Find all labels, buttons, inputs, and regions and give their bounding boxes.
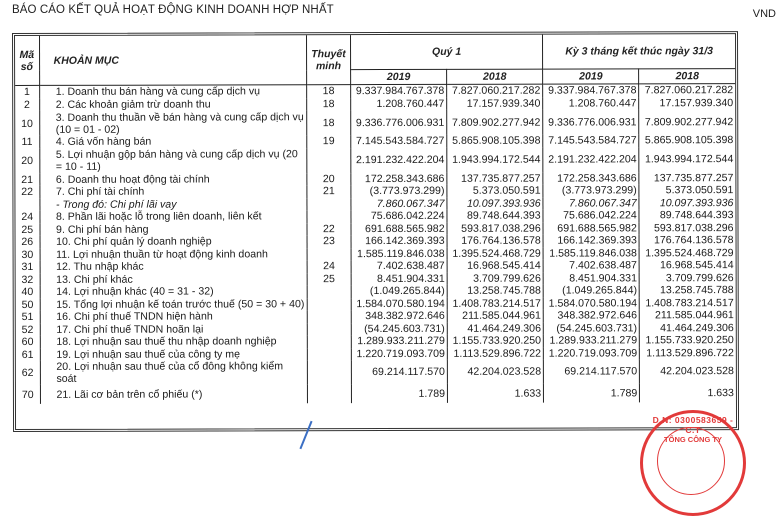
- value-q1-2019: 9.336.776.006.931: [351, 110, 447, 135]
- row-code: 52: [16, 323, 40, 336]
- row-note: 18: [307, 110, 351, 135]
- row-code: 60: [16, 336, 40, 349]
- row-code: 25: [15, 223, 39, 236]
- row-item-label: 7. Chi phí tài chính: [39, 185, 306, 198]
- company-seal-stamp: [640, 410, 746, 516]
- value-q1-2019: 1.208.760.447: [351, 97, 447, 110]
- value-q1-2019: 1.289.933.211.279: [351, 335, 447, 348]
- row-item-label: 18. Lợi nhuận sau thuế thu nhập doanh nghiệp: [40, 335, 307, 348]
- value-q1-2019: 1.585.119.846.038: [351, 247, 447, 260]
- row-note: [307, 384, 351, 403]
- value-q1-2018: 1.113.529.896.722: [447, 347, 543, 360]
- row-item-label: 11. Lợi nhuận thuần từ hoạt động kinh doanh: [40, 248, 307, 261]
- row-code: 51: [16, 311, 40, 324]
- row-item-label: 21. Lãi cơ bản trên cổ phiếu (*): [40, 384, 307, 404]
- value-k3-2019: 1.208.760.447: [543, 97, 639, 110]
- row-note: [307, 248, 351, 261]
- value-q1-2018: 211.585.044.961: [447, 310, 543, 323]
- row-item-label: 8. Phần lãi hoặc lỗ trong liên doanh, liên kết: [39, 210, 306, 223]
- row-item-label: 9. Chi phí bán hàng: [40, 223, 307, 236]
- row-note: 21: [307, 185, 351, 198]
- row-code: 20: [15, 148, 39, 173]
- row-note: [307, 348, 351, 361]
- value-k3-2018: 89.748.644.393: [659, 209, 734, 222]
- row-code: 1: [15, 85, 39, 98]
- value-q1-2018: 137.735.877.257: [447, 172, 543, 185]
- row-item-label: 12. Thu nhập khác: [40, 260, 307, 273]
- row-note: 23: [307, 235, 351, 248]
- row-item-label: 17. Chi phí thuế TNDN hoãn lại: [40, 323, 307, 336]
- table-row: [16, 334, 736, 348]
- value-k3-2019: 75.686.042.224: [543, 209, 639, 222]
- value-q1-2018: 5.373.050.591: [447, 185, 543, 198]
- header-group-ky3thang: Kỳ 3 tháng kết thúc ngày 31/3: [543, 34, 735, 69]
- value-k3-2019: 1.789: [544, 383, 640, 402]
- value-q1-2019: 1.220.719.093.709: [351, 347, 447, 360]
- row-note: [307, 310, 351, 323]
- value-k3-2019: 7.402.638.487: [543, 259, 639, 272]
- table-row: [16, 359, 736, 385]
- row-note: [307, 335, 351, 348]
- row-item-label: 16. Chi phí thuế TNDN hiện hành: [40, 310, 307, 323]
- value-q1-2018: 13.258.745.788: [447, 285, 543, 298]
- row-code: 2: [15, 98, 39, 111]
- table-body: [15, 84, 736, 404]
- value-q1-2018: 41.464.249.306: [447, 322, 543, 335]
- value-q1-2019: 7.402.638.487: [351, 260, 447, 273]
- value-q1-2019: 1.584.070.580.194: [351, 297, 447, 310]
- row-code: 32: [16, 273, 40, 286]
- value-q1-2018: 17.157.939.340: [447, 97, 543, 110]
- value-q1-2018: 7.809.902.277.942: [447, 110, 543, 135]
- value-k3-2019: 172.258.343.686: [543, 172, 639, 185]
- table-row: [16, 284, 736, 298]
- value-q1-2018: 5.865.908.105.398: [447, 135, 543, 148]
- value-k3-2019: 2.191.232.422.204: [543, 147, 639, 172]
- row-note: 18: [307, 98, 351, 111]
- value-q1-2018: 1.408.783.214.517: [447, 297, 543, 310]
- value-k3-2018: 41.464.249.306: [660, 321, 734, 335]
- value-k3-2018: 13.258.745.788: [660, 284, 734, 297]
- row-code: 62: [16, 361, 40, 385]
- value-k3-2019: 691.688.565.982: [543, 222, 639, 235]
- value-q1-2019: 69.214.117.570: [351, 360, 447, 384]
- value-q1-2019: 8.451.904.331: [351, 272, 447, 285]
- value-q1-2018: 1.155.733.920.250: [447, 335, 543, 348]
- value-k3-2019: (54.245.603.731): [543, 322, 639, 335]
- value-q1-2019: 75.686.042.224: [351, 210, 447, 223]
- value-k3-2019: 348.382.972.646: [543, 309, 639, 322]
- row-item-label: 15. Tổng lợi nhuận kế toán trước thuế (50 = 30 + 40): [40, 298, 307, 311]
- header-year-k3-2018: 2018: [639, 69, 735, 84]
- value-q1-2019: 172.258.343.686: [351, 172, 447, 185]
- value-q1-2019: (1.049.265.844): [351, 285, 447, 298]
- row-code: 50: [16, 298, 40, 311]
- value-k3-2018: 42.204.023.528: [660, 365, 734, 378]
- value-q1-2019: 2.191.232.422.204: [351, 147, 447, 172]
- row-code: 40: [16, 286, 40, 299]
- value-k3-2018: 10.097.393.936: [659, 196, 734, 210]
- value-q1-2019: 1.789: [351, 384, 447, 403]
- row-item-label: 1. Doanh thu bán hàng và cung cấp dịch vụ: [39, 85, 306, 99]
- header-khoan-muc: KHOẢN MỤC: [39, 35, 306, 85]
- row-note: 19: [307, 135, 351, 148]
- row-note: [307, 285, 351, 298]
- value-q1-2018: 1.943.994.172.544: [447, 147, 543, 172]
- stamp-code: D.N: 0300583659 - C.T: [652, 415, 734, 435]
- currency-label: VND: [752, 8, 776, 20]
- value-q1-2018: 1.633: [447, 384, 543, 403]
- row-code: 61: [16, 348, 40, 361]
- value-k3-2018: 3.709.799.626: [665, 271, 734, 285]
- row-item-label: 10. Chi phí quản lý doanh nghiệp: [40, 235, 307, 248]
- value-q1-2018: 7.827.060.217.282: [447, 84, 543, 97]
- row-item-label: 4. Giá vốn hàng bán: [39, 135, 306, 148]
- row-note: 22: [307, 223, 351, 236]
- row-item-label: 6. Doanh thu hoạt động tài chính: [39, 173, 306, 186]
- value-k3-2019: 1.584.070.580.194: [543, 297, 639, 310]
- row-code: 31: [16, 261, 40, 274]
- header-year-k3-2019: 2019: [543, 69, 639, 84]
- header-thuyet-minh: Thuyết minh: [306, 35, 350, 85]
- table-row: [16, 383, 736, 404]
- row-note: [307, 210, 351, 223]
- row-code: 24: [15, 211, 39, 224]
- value-k3-2018: 17.157.939.340: [659, 96, 734, 110]
- table-row: [16, 234, 736, 248]
- value-q1-2018: 176.764.136.578: [447, 235, 543, 248]
- row-note: [307, 360, 351, 384]
- value-q1-2018: 10.097.393.936: [447, 197, 543, 210]
- header-year-q1-2019: 2019: [351, 69, 447, 84]
- value-k3-2018: 1.113.529.896.722: [646, 346, 734, 360]
- value-k3-2018: 5.865.908.105.398: [644, 134, 734, 147]
- value-q1-2019: 7.860.067.347: [351, 197, 447, 210]
- row-code: 30: [16, 248, 40, 261]
- value-q1-2018: 42.204.023.528: [447, 360, 543, 384]
- row-item-label: 5. Lợi nhuận gộp bán hàng và cung cấp dịch vụ (20 = 10 - 11): [39, 148, 306, 174]
- row-code: 22: [15, 186, 39, 199]
- value-q1-2018: 89.748.644.393: [447, 210, 543, 223]
- value-k3-2018: 593.817.038.296: [653, 221, 734, 235]
- row-code: 26: [16, 236, 40, 249]
- header-year-q1-2018: 2018: [447, 69, 543, 84]
- value-k3-2019: 7.145.543.584.727: [543, 134, 639, 147]
- value-k3-2019: 9.337.984.767.378: [543, 84, 639, 97]
- value-k3-2018: 16.968.545.414: [659, 259, 734, 272]
- value-k3-2018: 7.809.902.277.942: [644, 115, 734, 128]
- value-k3-2019: 166.142.369.393: [543, 234, 639, 247]
- report-title: BÁO CÁO KẾT QUẢ HOẠT ĐỘNG KINH DOANH HỢP NHẤT: [12, 4, 334, 16]
- row-note: [307, 198, 351, 211]
- value-k3-2019: 1.220.719.093.709: [544, 347, 640, 360]
- value-q1-2018: 3.709.799.626: [447, 272, 543, 285]
- income-statement-table: [15, 34, 736, 404]
- value-k3-2018: 1.943.994.172.544: [644, 153, 734, 166]
- value-q1-2019: (54.245.603.731): [351, 322, 447, 335]
- table-row: [16, 259, 736, 273]
- stamp-company-name: TỔNG CÔNG TY: [664, 435, 722, 444]
- row-note: 25: [307, 273, 351, 286]
- row-item-label: 2. Các khoản giảm trừ doanh thu: [39, 98, 306, 111]
- value-k3-2018: 1.395.524.468.729: [645, 246, 734, 260]
- row-item-label: - Trong đó: Chi phí lãi vay: [39, 198, 306, 211]
- row-code: 11: [15, 136, 39, 149]
- header-ma-so: Mã số: [15, 36, 39, 86]
- value-k3-2019: 69.214.117.570: [544, 359, 640, 383]
- value-k3-2019: (1.049.265.844): [543, 284, 639, 297]
- value-k3-2018: 211.585.044.961: [654, 309, 734, 322]
- value-k3-2018: 5.373.050.591: [665, 184, 734, 197]
- value-q1-2018: 16.968.545.414: [447, 260, 543, 273]
- row-note: [307, 323, 351, 336]
- value-k3-2018: 137.735.877.257: [653, 171, 734, 185]
- table-row: [16, 347, 736, 361]
- value-q1-2018: 593.817.038.296: [447, 222, 543, 235]
- value-k3-2019: 1.289.933.211.279: [543, 334, 639, 347]
- value-k3-2018: 176.764.136.578: [653, 234, 734, 247]
- row-note: 20: [307, 173, 351, 186]
- table-row: [15, 109, 735, 136]
- value-q1-2019: 691.688.565.982: [351, 222, 447, 235]
- table-row: [15, 184, 735, 198]
- value-q1-2018: 1.395.524.468.729: [447, 247, 543, 260]
- value-q1-2019: 166.142.369.393: [351, 235, 447, 248]
- row-note: [307, 148, 351, 173]
- row-item-label: 19. Lợi nhuận sau thuế của công ty mẹ: [40, 348, 307, 361]
- header-group-quy1: Quý 1: [350, 35, 542, 70]
- table-row: [15, 209, 735, 223]
- row-code: 10: [15, 111, 39, 136]
- value-q1-2019: 9.337.984.767.378: [351, 84, 447, 97]
- row-code: 70: [16, 385, 40, 404]
- value-k3-2019: 7.860.067.347: [543, 197, 639, 210]
- value-k3-2019: 1.585.119.846.038: [543, 247, 639, 260]
- table-row: [15, 134, 735, 148]
- value-k3-2019: 8.451.904.331: [543, 272, 639, 285]
- row-note: 18: [307, 85, 351, 98]
- value-k3-2018: 1.155.733.920.250: [645, 334, 734, 347]
- value-q1-2019: (3.773.973.299): [351, 185, 447, 198]
- value-k3-2018: 7.827.060.217.282: [644, 84, 734, 97]
- row-note: 24: [307, 260, 351, 273]
- table-row: [15, 147, 735, 174]
- income-statement-table-frame: [12, 31, 739, 432]
- row-code: 21: [15, 173, 39, 186]
- value-k3-2019: 9.336.776.006.931: [543, 109, 639, 134]
- row-item-label: 3. Doanh thu thuần về bán hàng và cung cấp dịch vụ (10 = 01 - 02): [39, 110, 306, 136]
- table-row: [15, 84, 735, 99]
- row-item-label: 20. Lợi nhuận sau thuế của cổ đông không kiểm soát: [40, 360, 307, 385]
- value-k3-2019: (3.773.973.299): [543, 184, 639, 197]
- value-q1-2019: 7.145.543.584.727: [351, 135, 447, 148]
- row-item-label: 14. Lợi nhuận khác (40 = 31 - 32): [40, 285, 307, 298]
- row-code: [15, 198, 39, 211]
- row-note: [307, 298, 351, 311]
- value-k3-2018: 1.633: [707, 386, 734, 399]
- table-row: [15, 97, 735, 111]
- value-k3-2018: 1.408.783.214.517: [645, 296, 734, 310]
- table-row: [16, 309, 736, 323]
- value-q1-2019: 348.382.972.646: [351, 310, 447, 323]
- row-item-label: 13. Chi phí khác: [40, 273, 307, 286]
